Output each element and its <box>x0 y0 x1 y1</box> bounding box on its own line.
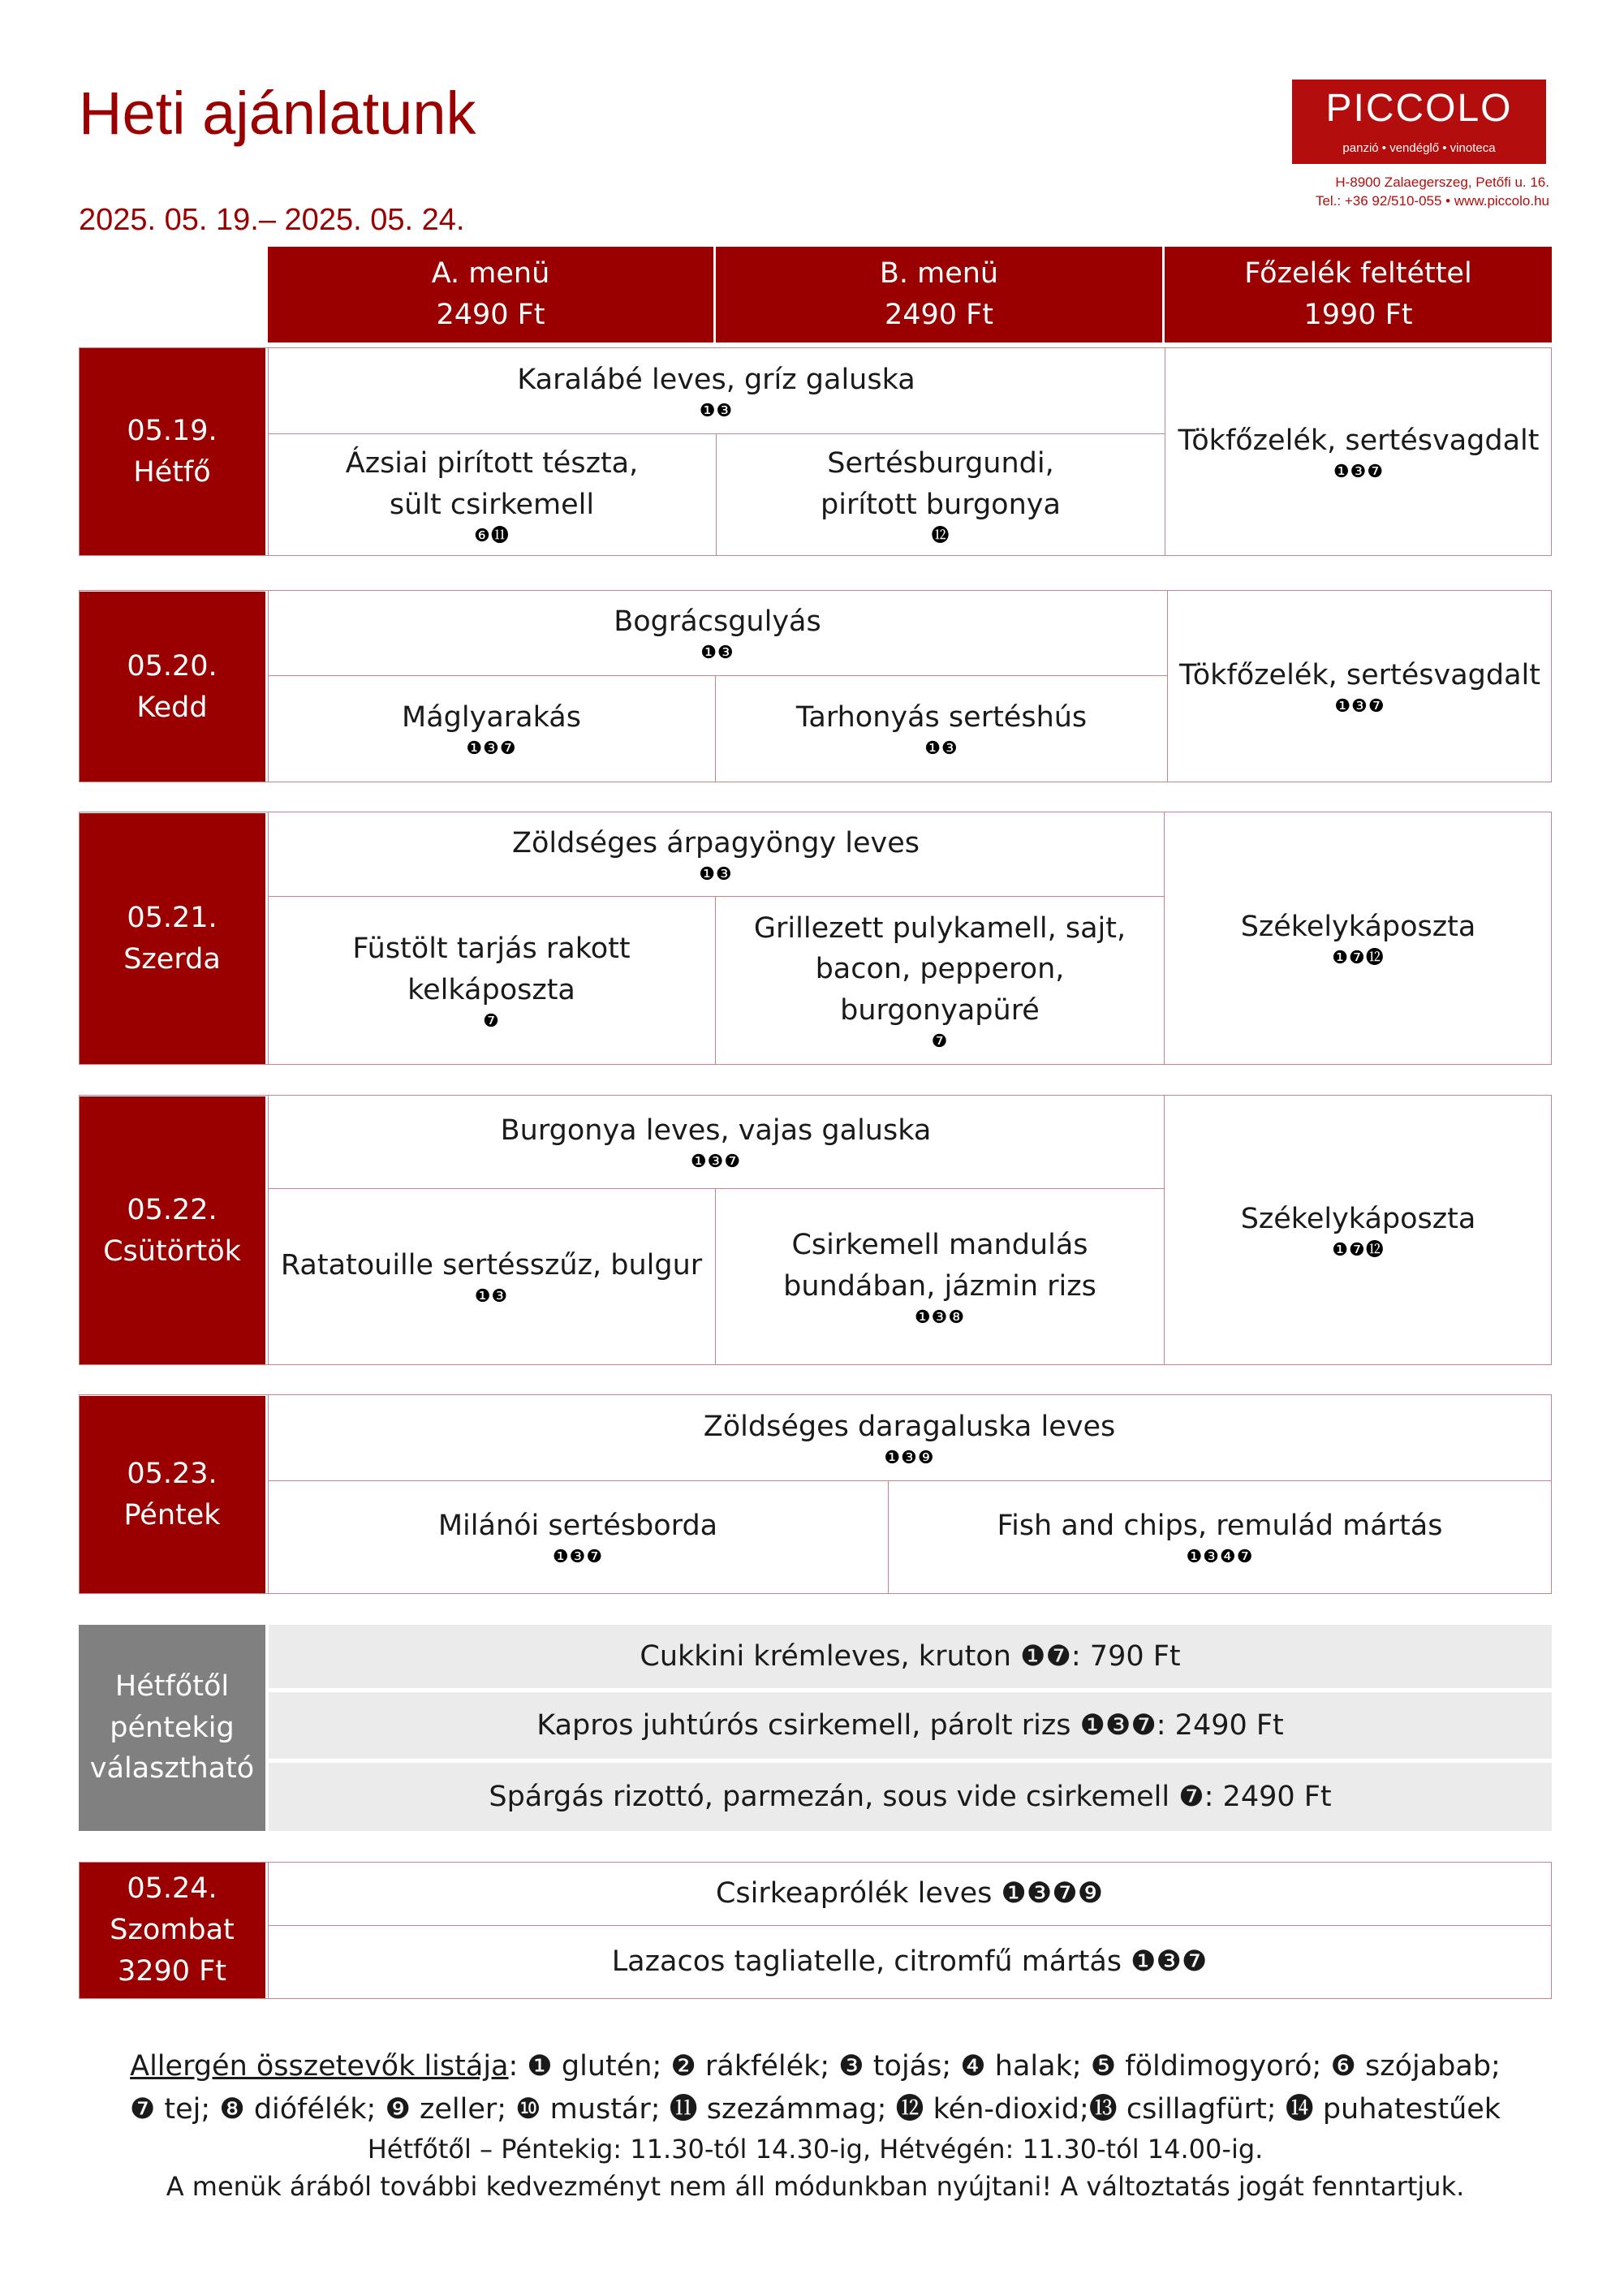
page-title: Heti ajánlatunk <box>79 80 476 147</box>
day-name: Hétfő <box>133 455 211 489</box>
weekly-item: Kapros juhtúrós csirkemell, párolt rizs ❶❸❼ : 2490 Ft <box>269 1692 1552 1759</box>
menu-b-dish: Sertésburgundi, pirított burgonya <box>821 447 1061 521</box>
main-dish: Lazacos tagliatelle, citromfű mártás <box>611 1945 1122 1979</box>
menu-b-cell <box>889 1481 1551 1593</box>
day-block-saturday <box>79 1862 1552 1999</box>
soup-name: Zöldséges árpagyöngy leves <box>511 826 920 859</box>
column-name: A. menü <box>431 257 550 291</box>
soup-cell <box>268 812 1164 896</box>
opening-hours: Hétfőtől – Péntekig: 11.30-tól 14.30-ig, Hétvégén: 11.30-tól 14.00-ig. <box>367 2134 1264 2165</box>
allergen-icons: ❶❸ <box>924 739 958 760</box>
menu-b-dish: Grillezett pulykamell, sajt, bacon, pepperon, burgonyapüré <box>753 911 1126 1027</box>
soup-cell <box>268 591 1167 675</box>
menu-b-dish: Fish and chips, remulád mártás <box>997 1510 1443 1543</box>
weekly-item: Spárgás rizottó, parmezán, sous vide csirkemell ❼ : 2490 Ft <box>269 1763 1552 1831</box>
allergen-icons: ⓬ <box>931 525 950 546</box>
fozelek-cell <box>1168 591 1552 782</box>
day-date: 05.23. <box>127 1458 218 1491</box>
allergen-icons: ❼ <box>1178 1781 1204 1813</box>
column-header-b <box>716 247 1162 342</box>
allergen-legend <box>79 2045 1552 2206</box>
column-price: 1990 Ft <box>1303 299 1413 331</box>
soup-cell <box>268 1863 1551 1925</box>
allergen-icons: ❶❸❼ <box>690 1152 742 1173</box>
column-price: 2490 Ft <box>884 299 994 331</box>
day-block-tuesday <box>79 590 1552 782</box>
day-name: Kedd <box>136 691 208 724</box>
column-name: B. menü <box>879 257 999 291</box>
menu-a-dish: Milánói sertésborda <box>437 1510 718 1543</box>
column-header-fozelek <box>1165 247 1552 342</box>
menu-a-dish: Ratatouille sertésszűz, bulgur <box>280 1249 703 1282</box>
allergen-icons: ❼ <box>931 1031 949 1052</box>
allergen-line-2: ❼ tej; ❽ diófélék; ❾ zeller; ❿ mustár; ⓫ szezámmag; ⓬ kén-dioxid;⓭ csillagfürt; ⓮ puhatestűek <box>129 2092 1501 2126</box>
menu-b-dish: Csirkemell mandulás bundában, jázmin rizs <box>783 1229 1096 1303</box>
day-date: 05.19. <box>127 414 218 447</box>
column-name: Főzelék feltéttel <box>1244 257 1472 291</box>
fozelek-cell <box>1165 812 1552 1064</box>
soup-name: Zöldséges daragaluska leves <box>703 1410 1116 1443</box>
menu-a-cell <box>268 676 715 782</box>
menu-a-cell <box>268 1481 888 1593</box>
main-cell <box>268 1926 1551 1998</box>
allergen-icons: ❶❸❽ <box>914 1307 966 1328</box>
day-date: 05.21. <box>127 902 218 935</box>
soup-cell <box>268 348 1165 433</box>
allergen-title: Allergén összetevők listája <box>130 2050 509 2083</box>
menu-a-dish: Ázsiai pirított tészta, sült csirkemell <box>345 447 639 521</box>
day-name: Csütörtök <box>103 1234 241 1268</box>
fozelek-dish: Székelykáposzta <box>1240 911 1476 944</box>
column-header-a <box>268 247 713 342</box>
menu-a-dish: Füstölt tarjás rakott kelkáposzta <box>352 933 631 1006</box>
menu-a-cell <box>268 1189 715 1364</box>
allergen-icons: ❶❸ <box>699 864 733 885</box>
weekly-label: Hétfőtől péntekig választható <box>79 1625 265 1831</box>
day-block-thursday <box>79 1095 1552 1365</box>
day-block-friday <box>79 1394 1552 1594</box>
menu-b-dish: Tarhonyás sertéshús <box>795 701 1088 734</box>
allergen-icons: ❶❸❼ <box>552 1547 604 1568</box>
menu-b-cell <box>716 897 1164 1064</box>
fozelek-cell <box>1165 348 1552 555</box>
day-date: 05.20. <box>127 649 218 683</box>
allergen-icons: ❶❸ <box>474 1286 509 1307</box>
allergen-icons: ❶❼⓬ <box>1332 948 1385 969</box>
day-block-monday <box>79 347 1552 556</box>
logo <box>1292 80 1546 164</box>
fozelek-dish: Tökfőzelék, sertésvagdalt <box>1178 424 1540 457</box>
menu-a-cell <box>268 434 716 556</box>
allergen-line-1: Allergén összetevők listája: ❶ glutén; ❷ rákfélék; ❸ tojás; ❹ halak; ❺ földimogyoró; ❻ szójabab; <box>130 2050 1501 2083</box>
menu-b-cell <box>716 676 1167 782</box>
allergen-icons: ❶❼ <box>1020 1640 1071 1673</box>
allergen-icons: ❶❸❼❾ <box>1001 1877 1104 1910</box>
menu-b-cell <box>716 1189 1164 1364</box>
fozelek-dish: Székelykáposzta <box>1240 1202 1476 1235</box>
menu-b-cell <box>717 434 1165 556</box>
contact: Tel.: +36 92/510-055 • www.piccolo.hu <box>1315 193 1549 209</box>
allergen-icons: ❶❸❹❼ <box>1186 1547 1254 1568</box>
disclaimer: A menük árából további kedvezményt nem áll módunkban nyújtani! A változtatás jogát fenntartjuk. <box>166 2171 1465 2203</box>
allergen-icons: ❶❼⓬ <box>1332 1239 1385 1260</box>
soup-name: Karalábé leves, gríz galuska <box>517 363 915 396</box>
day-price: 3290 Ft <box>117 1954 227 1988</box>
address: H-8900 Zalaegerszeg, Petőfi u. 16. <box>1335 174 1549 190</box>
logo-name: PICCOLO <box>1325 87 1513 130</box>
allergen-icons: ❶❸❼ <box>1334 696 1385 717</box>
day-block-wednesday <box>79 812 1552 1065</box>
date-range: 2025. 05. 19.– 2025. 05. 24. <box>79 203 465 237</box>
fozelek-cell <box>1165 1096 1552 1364</box>
fozelek-dish: Tökfőzelék, sertésvagdalt <box>1178 658 1541 691</box>
allergen-icons: ❶❸ <box>699 400 734 421</box>
menu-a-dish: Máglyarakás <box>402 701 581 734</box>
logo-tagline: panzió • vendéglő • vinoteca <box>1342 141 1496 155</box>
allergen-icons: ❻⓫ <box>474 525 510 546</box>
day-name: Szombat <box>110 1914 235 1947</box>
weekly-item: Cukkini krémleves, kruton ❶❼ : 790 Ft <box>269 1625 1552 1688</box>
soup-name: Bográcsgulyás <box>614 605 821 639</box>
allergen-icons: ❶❸ <box>700 643 734 664</box>
column-price: 2490 Ft <box>436 299 545 331</box>
allergen-icons: ❼ <box>483 1010 500 1032</box>
allergen-icons: ❶❸❼ <box>1079 1709 1157 1742</box>
day-name: Szerda <box>123 943 221 976</box>
day-date: 05.22. <box>127 1193 218 1226</box>
soup-cell <box>268 1395 1551 1480</box>
day-date: 05.24. <box>127 1872 218 1906</box>
allergen-icons: ❶❸❼ <box>1333 461 1385 482</box>
menu-a-cell <box>268 897 715 1064</box>
soup-cell <box>268 1096 1164 1188</box>
soup-name: Csirkeaprólék leves <box>715 1877 993 1910</box>
allergen-icons: ❶❸❼ <box>466 739 517 760</box>
allergen-icons: ❶❸❾ <box>884 1447 935 1468</box>
soup-name: Burgonya leves, vajas galuska <box>500 1114 932 1148</box>
day-name: Péntek <box>123 1499 221 1531</box>
allergen-icons: ❶❸❼ <box>1131 1945 1208 1979</box>
